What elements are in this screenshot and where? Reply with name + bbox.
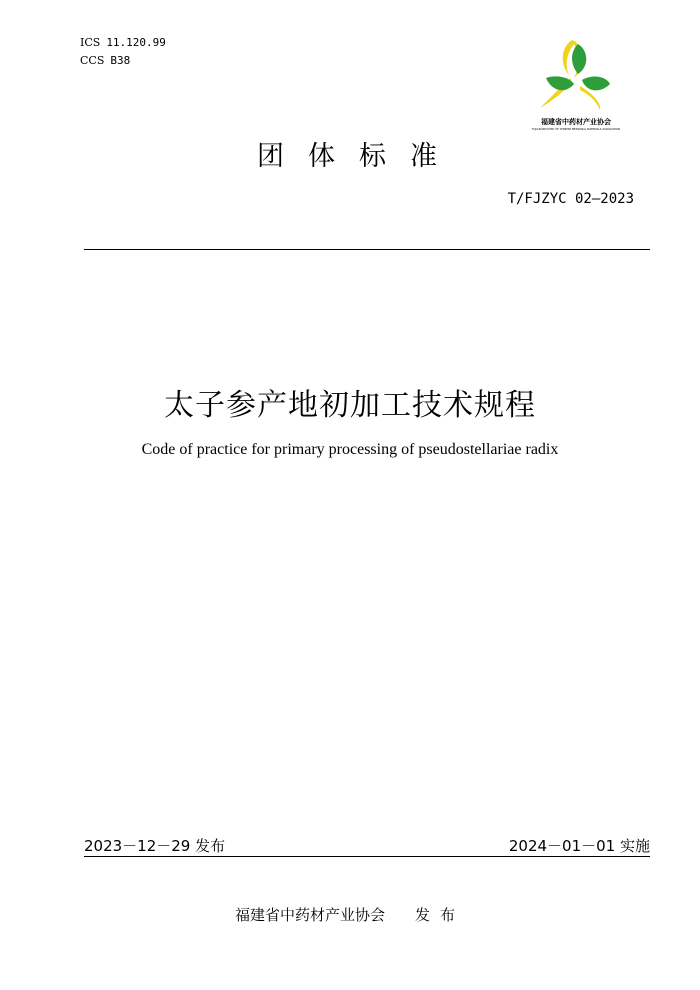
publish-date: 2023－12－29 发布 bbox=[84, 837, 226, 855]
ics-label: ICS bbox=[80, 36, 101, 49]
footer-divider bbox=[84, 856, 650, 857]
publisher-name: 福建省中药材产业协会 bbox=[234, 906, 385, 924]
ccs-line bbox=[80, 54, 130, 67]
leaf-logo-icon bbox=[520, 36, 632, 132]
ccs-label: CCS bbox=[80, 54, 105, 67]
logo-caption: 福建省中药材产业协会 bbox=[541, 118, 611, 126]
ics-value: 11.120.99 bbox=[106, 36, 166, 49]
implement-date: 2024－01－01 实施 bbox=[508, 837, 650, 855]
title-chinese: 太子参产地初加工技术规程 bbox=[164, 388, 536, 423]
publisher-action: 发布 bbox=[415, 906, 466, 924]
standard-code: T/FJZYC 02—2023 bbox=[507, 191, 634, 207]
publisher-line bbox=[0, 904, 700, 925]
header-divider bbox=[84, 249, 650, 250]
ccs-value: B38 bbox=[110, 54, 131, 67]
ics-line bbox=[80, 36, 166, 49]
standard-type: 团体标准 bbox=[257, 141, 461, 172]
title-english: Code of practice for primary processing of pseudostellariae radix bbox=[141, 441, 559, 458]
logo-caption-en: FUJIAN INDUSTRY OF CHINESE MEDICINAL MATERIALS ASSOCIATION bbox=[532, 128, 620, 131]
association-logo bbox=[520, 36, 632, 132]
